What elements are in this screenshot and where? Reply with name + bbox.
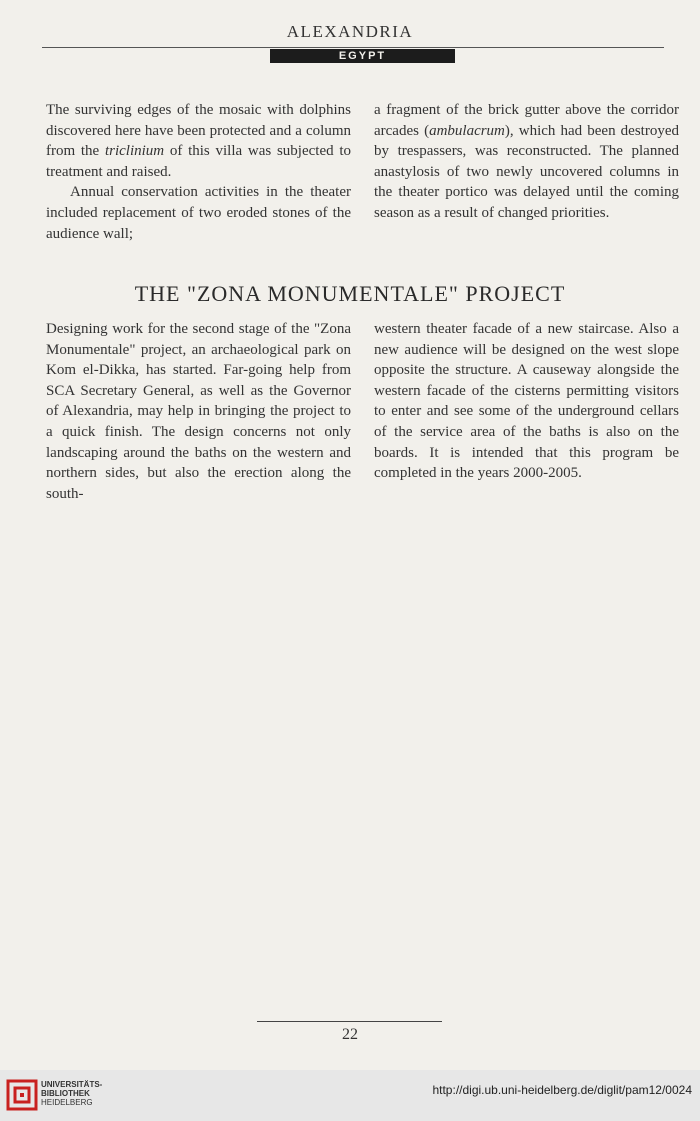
column-left-section	[46, 319, 351, 504]
source-url-link[interactable]: http://digi.ub.uni-heidelberg.de/diglit/pam12/0024	[432, 1083, 692, 1097]
column-right-top	[374, 100, 679, 224]
paragraph-mosaic: The surviving edges of the mosaic with dolphins discovered here have been protected and a column from the triclinium of this villa was subjected to treatment and raised.	[46, 102, 351, 180]
paragraph-gutter: a fragment of the brick gutter above the corridor arcades (ambulacrum), which had been destroyed by trespassers, was reconstructed. The planned anastylosis of two newly uncovered columns in the theater portico was delayed until the coming season as a result of changed priorities.	[374, 102, 679, 221]
paragraph-design-right: western theater facade of a new staircase. Also a new audience will be designed on the west slope opposite the structure. A causeway alongside the western facade of the cisterns permitting visitors to enter and see some of the underground cellars of the service area of the baths is also on the boards. It is intended that this program be completed in the years 2000-2005.	[374, 321, 679, 482]
header-rule	[42, 47, 664, 48]
country-label: EGYPT	[270, 49, 455, 63]
paragraph-design-left: Designing work for the second stage of the "Zona Monumentale" project, an archaeological park on Kom el-Dikka, has started. Far-going help from SCA Secretary General, as well as the Governor of Alexandria, may help in bringing the project to a quick finish. The design concerns not only landscaping around the baths on the western and northern sides, but also the erection along the south-	[46, 321, 351, 502]
section-title: THE "ZONA MONUMENTALE" PROJECT	[134, 281, 566, 306]
running-title: ALEXANDRIA	[286, 22, 414, 41]
page-number: 22	[342, 1026, 358, 1043]
column-left-top	[46, 100, 351, 244]
university-library-logo-icon[interactable]	[6, 1079, 38, 1111]
footer-rule	[257, 1021, 442, 1022]
library-name[interactable]: UNIVERSITÄTS- BIBLIOTHEK HEIDELBERG	[41, 1080, 103, 1107]
paragraph-conservation: Annual conservation activities in the theater included replacement of two eroded stones of the audience wall;	[46, 184, 351, 242]
column-right-section	[374, 319, 679, 484]
